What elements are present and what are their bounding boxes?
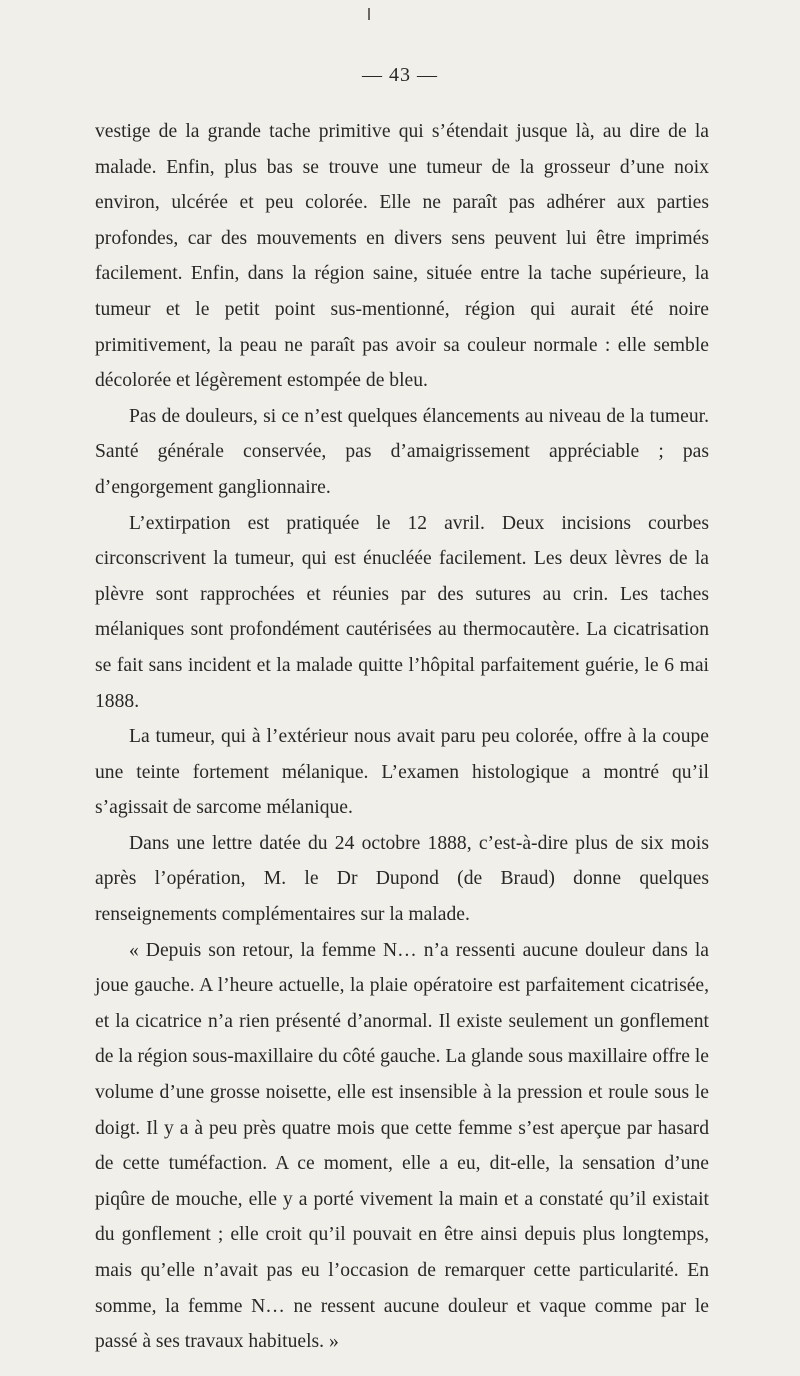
paragraph-4: La tumeur, qui à l’extérieur nous avait paru peu colorée, offre à la coupe une teinte fortement mélanique. L’examen histologique a montré qu’il s’agissait de sarcome mélanique. [95, 726, 709, 819]
paragraph-3: L’extirpation est pratiquée le 12 avril. Deux incisions courbes circonscrivent la tumeur, qui est énucléée facilement. Les deux lèvres de la plèvre sont rapprochées et réunies par des sutures au crin. Les taches mélaniques sont profondément cautérisées au thermocautère. La cicatrisation se fait sans incident et la malade quitte l’hôpital parfaitement guérie, le 6 mai 1888. [95, 512, 709, 712]
paragraph-2: Pas de douleurs, si ce n’est quelques élancements au niveau de la tumeur. Santé générale conservée, pas d’amaigrissement appréciable ; pas d’engorgement ganglionnaire. [95, 405, 709, 498]
page-number: — 43 — [362, 64, 438, 86]
paragraph-1: vestige de la grande tache primitive qui s’étendait jusque là, au dire de la malade. Enfin, plus bas se trouve une tumeur de la grosseur d’une noix environ, ulcérée et peu colorée. Elle ne paraît pas adhérer aux parties profondes, car des mouvements en divers sens peuvent lui être imprimés facilement. Enfin, dans la région saine, située entre la tache supérieure, la tumeur et le petit point sus-mentionné, région qui aurait été noire primitivement, la peau ne paraît pas avoir sa couleur normale : elle semble décolorée et légèrement estompée de bleu. [95, 121, 709, 392]
paragraph-6: « Depuis son retour, la femme N… n’a ressenti aucune douleur dans la joue gauche. A l’heure actuelle, la plaie opératoire est parfaitement cicatrisée, et la cicatrice n’a rien présenté d’anormal. Il existe seulement un gonflement de la région sous-maxillaire du côté gauche. La glande sous maxillaire offre le volume d’une grosse noisette, elle est insensible à la pression et roule sous le doigt. Il y a à peu près quatre mois que cette femme s’est aperçue par hasard de cette tuméfaction. A ce moment, elle a eu, dit-elle, la sensation d’une piqûre de mouche, elle y a porté vivement la main et a constaté qu’il existait du gonflement ; elle croit qu’il pouvait en être ainsi depuis plus longtemps, mais qu’elle n’avait pas eu l’occasion de remarquer cette particularité. En somme, la femme N… ne ressent aucune douleur et vaque comme par le passé à ses travaux habituels. » [95, 939, 709, 1353]
paragraph-5: Dans une lettre datée du 24 octobre 1888, c’est-à-dire plus de six mois après l’opération, M. le Dr Dupond (de Braud) donne quelques renseignements complémentaires sur la malade. [95, 832, 709, 926]
body-text [95, 114, 709, 1360]
print-mark [368, 8, 370, 20]
